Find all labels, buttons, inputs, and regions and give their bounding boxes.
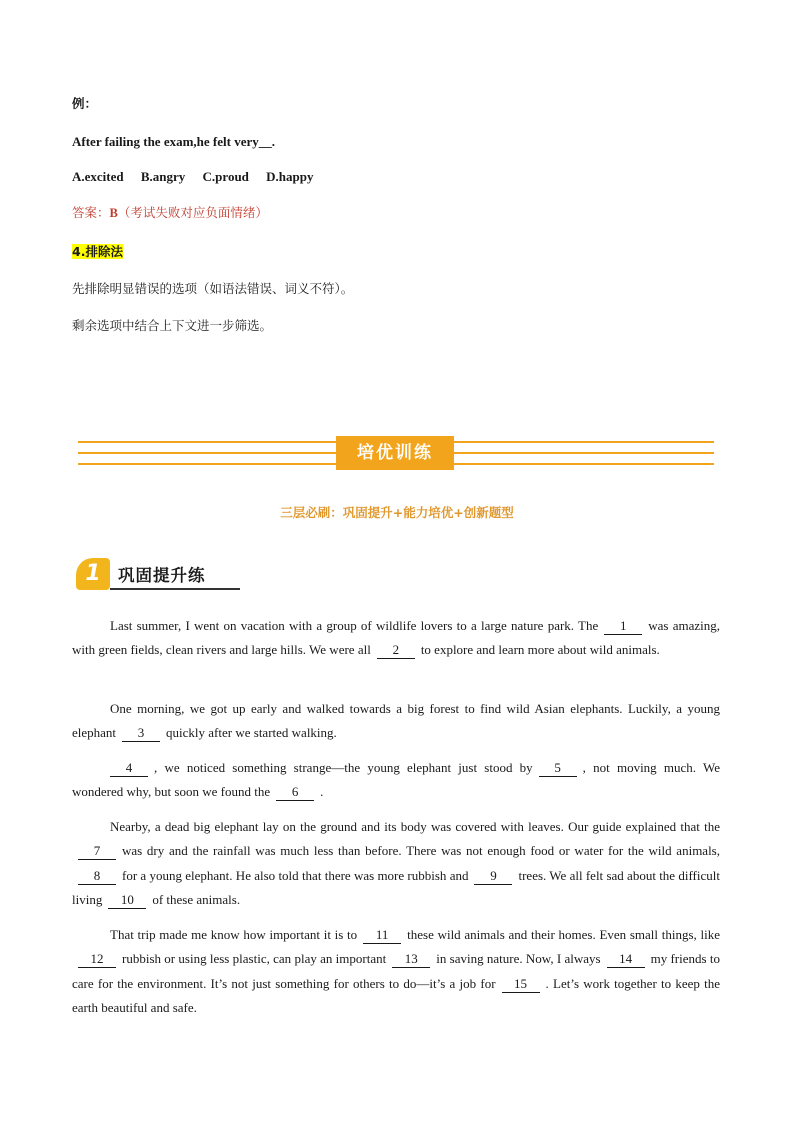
example-options [72, 168, 722, 186]
example-question: After failing the exam,he felt very__. [72, 134, 276, 149]
option-d: D.happy [266, 169, 314, 184]
method4-line1: 先排除明显错误的选项（如语法错误、词义不符）。 [72, 281, 354, 296]
answer-note: （考试失败对应负面情绪） [117, 205, 268, 220]
method4-heading: 4.排除法 [72, 244, 123, 259]
section-underline [110, 588, 240, 590]
blank-3[interactable]: 3 [122, 725, 160, 742]
example-answer [72, 204, 722, 222]
blank-11[interactable]: 11 [363, 927, 401, 944]
blank-10[interactable]: 10 [108, 892, 146, 909]
blank-6[interactable]: 6 [276, 784, 314, 801]
section-banner [78, 436, 714, 470]
passage-paragraph-1: Last summer, I went on vacation with a group of wildlife lovers to a large nature park. The 1 was amazing, with green fields, clean rivers and large hills. We were all 2 to explore and learn more about wild animals. [72, 618, 720, 658]
blank-15[interactable]: 15 [502, 976, 540, 993]
blank-14[interactable]: 14 [607, 951, 645, 968]
option-b: B.angry [140, 169, 186, 184]
passage-paragraph-2: One morning, we got up early and walked towards a big forest to find wild Asian elephants. Luckily, a young elephant 3 quickly after we started walking. [72, 701, 720, 741]
passage-paragraph-3: 4 , we noticed something strange—the young elephant just stood by 5 , not moving much. We wondered why, but soon we found the 6 . [72, 760, 721, 800]
blank-2[interactable]: 2 [377, 642, 415, 659]
banner-title: 培优训练 [336, 436, 454, 470]
blank-12[interactable]: 12 [78, 951, 116, 968]
blank-1[interactable]: 1 [604, 618, 642, 635]
answer-label: 答案： [72, 205, 110, 220]
answer-value: B [109, 206, 118, 220]
blank-5[interactable]: 5 [539, 760, 577, 777]
blank-9[interactable]: 9 [474, 868, 512, 885]
section-heading [76, 556, 240, 592]
blank-4[interactable]: 4 [110, 760, 148, 777]
banner-subtitle: 三层必刷：巩固提升+能力培优+创新题型 [280, 505, 514, 520]
option-a: A.excited [72, 169, 124, 184]
blank-13[interactable]: 13 [392, 951, 430, 968]
option-c: C.proud [202, 169, 249, 184]
section-title: 巩固提升练 [118, 566, 206, 585]
method4-line2: 剩余选项中结合上下文进一步筛选。 [72, 318, 273, 333]
blank-8[interactable]: 8 [78, 868, 116, 885]
section-number-badge: 1 [76, 558, 110, 590]
passage-paragraph-4: Nearby, a dead big elephant lay on the ground and its body was covered with leaves. Our guide explained that the7 was dry and the rainfall was much less than before. There was not enough food or water for the wild animals,8 for a young elephant. He also told that there was more rubbish and 9 trees. We all felt sad about the difficult living 10 of these animals. [72, 819, 720, 907]
method4-heading-row [72, 243, 722, 261]
example-label: 例： [72, 96, 98, 111]
blank-7[interactable]: 7 [78, 843, 116, 860]
passage-paragraph-5: That trip made me know how important it is to 11 these wild animals and their homes. Even small things, like12 rubbish or using less plastic, can play an important 13 in saving nature. Now, I always 14 my friends to care for the environment. It’s not just something for others to do—it’s a job for 15 . Let’s work together to keep the earth beautiful and safe. [72, 927, 721, 1015]
